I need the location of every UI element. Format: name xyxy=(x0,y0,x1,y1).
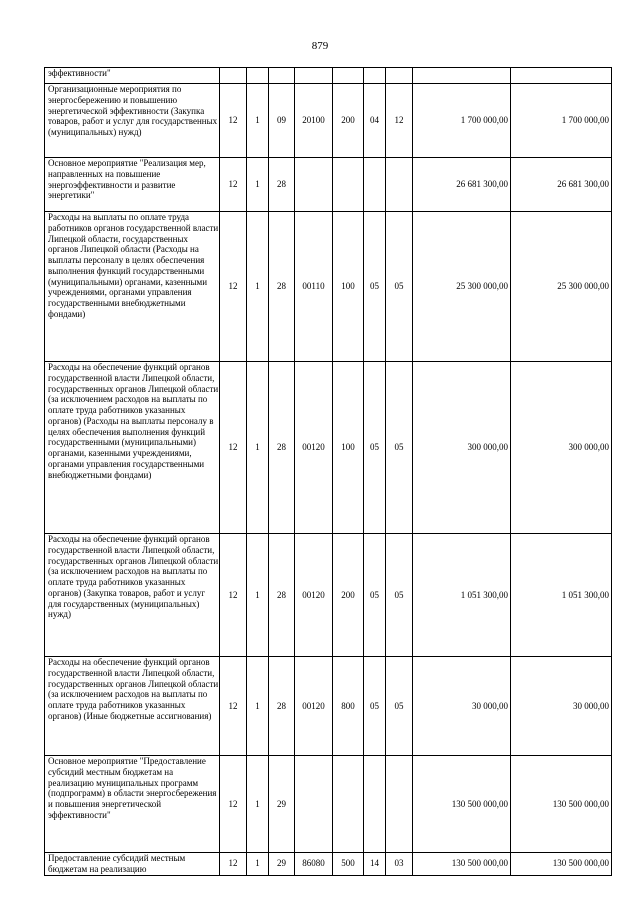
table-row xyxy=(45,534,612,657)
code-subsection: 05 xyxy=(386,212,413,362)
code-program: 1 xyxy=(247,84,269,158)
code-section: 05 xyxy=(364,657,386,756)
table-row xyxy=(45,84,612,158)
code-subsection: 05 xyxy=(386,657,413,756)
row-description: Расходы на выплаты по оплате труда работников органов государственной власти Липецкой области, государственных органов Липецкой области (Расходы на выплаты персоналу в целях обеспечения выполнения функций государственными (муниципальными) органами, казенными учреждениями, органами управления государственными внебюджетными фондами) xyxy=(45,212,220,362)
table-row xyxy=(45,657,612,756)
code-expense-type xyxy=(333,158,364,212)
row-description: Расходы на обеспечение функций органов государственной власти Липецкой области, государственных органов Липецкой области (за исключением расходов на выплаты по оплате труда работников указанных органов) (Иные бюджетные ассигнования) xyxy=(45,657,220,756)
code-expense-type: 100 xyxy=(333,362,364,534)
code-subprogram: 28 xyxy=(269,657,295,756)
code-expense-type: 200 xyxy=(333,534,364,657)
code-subsection: 03 xyxy=(386,853,413,876)
budget-table xyxy=(44,67,612,876)
row-description: Организационные мероприятия по энергосбережению и повышению энергетической эффективности (Закупка товаров, работ и услуг для государственных (муниципальных) нужд) xyxy=(45,84,220,158)
amount-current: 25 300 000,00 xyxy=(413,212,511,362)
code-subprogram: 28 xyxy=(269,534,295,657)
code-expense-type: 800 xyxy=(333,657,364,756)
amount-current: 300 000,00 xyxy=(413,362,511,534)
code-program: 1 xyxy=(247,534,269,657)
amount-current: 30 000,00 xyxy=(413,657,511,756)
code-direction xyxy=(295,756,333,853)
code-subprogram: 28 xyxy=(269,212,295,362)
table-row xyxy=(45,362,612,534)
code-direction: 00120 xyxy=(295,534,333,657)
code-program: 1 xyxy=(247,756,269,853)
amount-current: 130 500 000,00 xyxy=(413,853,511,876)
code-expense-type xyxy=(333,68,364,84)
table-row xyxy=(45,853,612,876)
code-direction: 00110 xyxy=(295,212,333,362)
code-main-admin: 12 xyxy=(220,853,247,876)
row-description: Основное мероприятие "Реализация мер, направленных на повышение энергоэффективности и развитие энергетики" xyxy=(45,158,220,212)
code-subprogram xyxy=(269,68,295,84)
code-subprogram: 29 xyxy=(269,853,295,876)
code-direction: 86080 xyxy=(295,853,333,876)
code-direction xyxy=(295,158,333,212)
amount-current: 1 051 300,00 xyxy=(413,534,511,657)
table-row xyxy=(45,756,612,853)
code-program: 1 xyxy=(247,362,269,534)
code-subprogram: 28 xyxy=(269,362,295,534)
row-description: Расходы на обеспечение функций органов государственной власти Липецкой области, государственных органов Липецкой области (за исключением расходов на выплаты по оплате труда работников указанных органов) (Расходы на выплаты персоналу в целях обеспечения выполнения функций государственными (муниципальными) органами, казенными учреждениями, органами управления государственными внебюджетными фондами) xyxy=(45,362,220,534)
code-main-admin: 12 xyxy=(220,657,247,756)
code-subprogram: 09 xyxy=(269,84,295,158)
code-subsection xyxy=(386,158,413,212)
code-direction: 20100 xyxy=(295,84,333,158)
code-main-admin: 12 xyxy=(220,756,247,853)
code-program: 1 xyxy=(247,158,269,212)
code-section: 05 xyxy=(364,212,386,362)
code-direction: 00120 xyxy=(295,657,333,756)
code-expense-type: 100 xyxy=(333,212,364,362)
code-subsection: 05 xyxy=(386,534,413,657)
amount-total xyxy=(511,68,612,84)
amount-current: 26 681 300,00 xyxy=(413,158,511,212)
code-direction: 00120 xyxy=(295,362,333,534)
code-subsection xyxy=(386,68,413,84)
code-program: 1 xyxy=(247,212,269,362)
code-section xyxy=(364,68,386,84)
code-subsection: 05 xyxy=(386,362,413,534)
code-section: 05 xyxy=(364,362,386,534)
code-main-admin: 12 xyxy=(220,362,247,534)
code-section xyxy=(364,756,386,853)
table-row xyxy=(45,68,612,84)
code-program: 1 xyxy=(247,657,269,756)
code-program: 1 xyxy=(247,853,269,876)
row-description: эффективности" xyxy=(45,68,220,84)
code-section: 14 xyxy=(364,853,386,876)
code-subsection: 12 xyxy=(386,84,413,158)
code-direction xyxy=(295,68,333,84)
code-section: 04 xyxy=(364,84,386,158)
code-main-admin: 12 xyxy=(220,84,247,158)
amount-total: 26 681 300,00 xyxy=(511,158,612,212)
table-row xyxy=(45,212,612,362)
amount-total: 1 700 000,00 xyxy=(511,84,612,158)
code-main-admin: 12 xyxy=(220,212,247,362)
row-description: Расходы на обеспечение функций органов государственной власти Липецкой области, государственных органов Липецкой области (за исключением расходов на выплаты по оплате труда работников указанных органов) (Закупка товаров, работ и услуг для государственных (муниципальных) нужд) xyxy=(45,534,220,657)
code-subprogram: 28 xyxy=(269,158,295,212)
amount-total: 130 500 000,00 xyxy=(511,756,612,853)
amount-total: 30 000,00 xyxy=(511,657,612,756)
amount-total: 1 051 300,00 xyxy=(511,534,612,657)
amount-current: 130 500 000,00 xyxy=(413,756,511,853)
page-number: 879 xyxy=(311,40,329,52)
code-main-admin: 12 xyxy=(220,534,247,657)
amount-total: 130 500 000,00 xyxy=(511,853,612,876)
code-subprogram: 29 xyxy=(269,756,295,853)
code-program xyxy=(247,68,269,84)
code-section: 05 xyxy=(364,534,386,657)
code-main-admin xyxy=(220,68,247,84)
code-subsection xyxy=(386,756,413,853)
amount-total: 300 000,00 xyxy=(511,362,612,534)
row-description: Предоставление субсидий местным бюджетам на реализацию xyxy=(45,853,220,876)
amount-current xyxy=(413,68,511,84)
code-expense-type: 200 xyxy=(333,84,364,158)
code-expense-type xyxy=(333,756,364,853)
code-expense-type: 500 xyxy=(333,853,364,876)
amount-total: 25 300 000,00 xyxy=(511,212,612,362)
code-section xyxy=(364,158,386,212)
table-row xyxy=(45,158,612,212)
row-description: Основное мероприятие "Предоставление субсидий местным бюджетам на реализацию муниципальных программ (подпрограмм) в области энергосбережения и повышения энергетической эффективности" xyxy=(45,756,220,853)
amount-current: 1 700 000,00 xyxy=(413,84,511,158)
code-main-admin: 12 xyxy=(220,158,247,212)
